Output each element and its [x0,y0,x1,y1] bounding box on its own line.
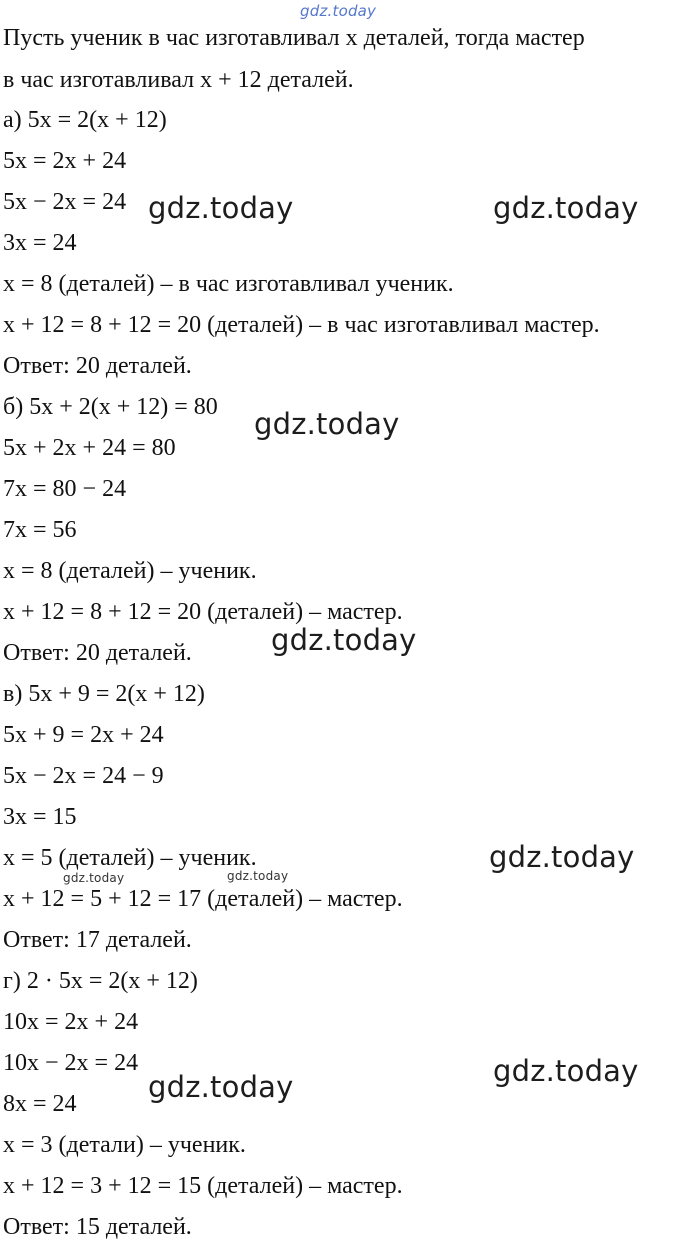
watermark: gdz.today [148,1070,294,1104]
text-line: x = 8 (деталей) – ученик. [3,558,257,584]
text-line: 5x − 2x = 24 − 9 [3,763,164,789]
watermark-top: gdz.today [300,2,377,20]
text-line: x = 8 (деталей) – в час изготавливал ученик. [3,271,454,297]
watermark: gdz.today [254,407,400,441]
text-line: x + 12 = 8 + 12 = 20 (деталей) – в час изготавливал мастер. [3,312,600,338]
text-line: x = 3 (детали) – ученик. [3,1132,246,1158]
text-line: Ответ: 20 деталей. [3,640,192,666]
text-line: x = 5 (деталей) – ученик. [3,845,257,871]
text-line: а) 5x = 2(x + 12) [3,107,167,133]
text-line: x + 12 = 3 + 12 = 15 (деталей) – мастер. [3,1173,403,1199]
text-line: x + 12 = 8 + 12 = 20 (деталей) – мастер. [3,599,403,625]
watermark: gdz.today [148,191,294,225]
text-line: Пусть ученик в час изготавливал x деталей, тогда мастер [3,25,585,51]
text-line: 7x = 56 [3,517,77,543]
text-line: 3x = 15 [3,804,77,830]
text-line: 5x − 2x = 24 [3,189,127,215]
text-line: 5x + 9 = 2x + 24 [3,722,164,748]
watermark: gdz.today [493,191,639,225]
text-line: 5x = 2x + 24 [3,148,127,174]
text-line: Ответ: 15 деталей. [3,1214,192,1240]
text-line: 3x = 24 [3,230,77,256]
watermark: gdz.today [271,623,417,657]
text-line: 10x − 2x = 24 [3,1050,139,1076]
text-line: в час изготавливал x + 12 деталей. [3,67,354,93]
watermark-small: gdz.today [227,869,289,883]
watermark: gdz.today [493,1054,639,1088]
text-line: 10x = 2x + 24 [3,1009,139,1035]
text-line: 5x + 2x + 24 = 80 [3,435,176,461]
text-line: г) 2 · 5x = 2(x + 12) [3,968,198,994]
watermark: gdz.today [489,840,635,874]
text-line: Ответ: 20 деталей. [3,353,192,379]
text-line: x + 12 = 5 + 12 = 17 (деталей) – мастер. [3,886,403,912]
text-line: Ответ: 17 деталей. [3,927,192,953]
text-line: 8x = 24 [3,1091,77,1117]
text-line: 7x = 80 − 24 [3,476,127,502]
text-line: б) 5x + 2(x + 12) = 80 [3,394,218,420]
text-line: в) 5x + 9 = 2(x + 12) [3,681,205,707]
watermark-small: gdz.today [63,871,125,885]
